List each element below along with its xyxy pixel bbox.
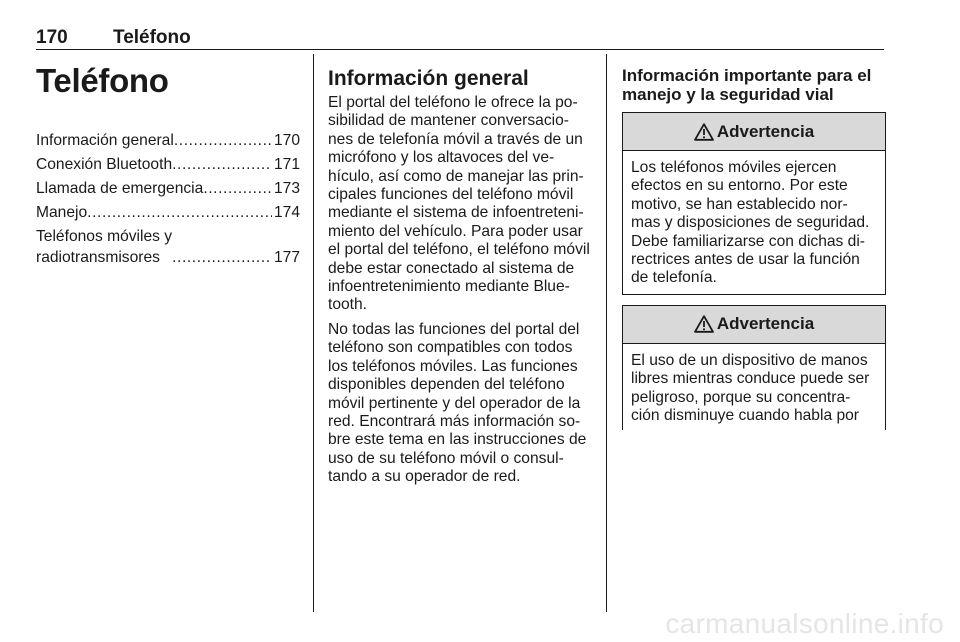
- paragraph: No todas las funciones del portal del teléfono son compatibles con todos los teléfonos móviles. Las funciones disponibles dependen del teléfono móvil pertinente y del operador de la red. Encontrará más información so- bre este tema en las instrucciones de uso de su teléfono móvil o consul- tando a su operador de red.: [328, 320, 587, 486]
- page-number: 170: [36, 27, 68, 48]
- header-title: Teléfono: [113, 27, 191, 48]
- toc-entry[interactable]: [36, 154, 300, 175]
- toc-leader-dots: [203, 178, 272, 199]
- warning-text: El uso de un dispositivo de manos libres mientras conduce puede ser peligroso, porque su concentra- ción disminuye cuando habla por: [631, 351, 870, 425]
- toc-entry-page: 174: [273, 204, 300, 221]
- toc-entry-label: Información general: [36, 132, 174, 149]
- warning-text: Los teléfonos móviles ejercen efectos en su entorno. Por este motivo, se han establecido nor- mas y disposiciones de seguridad. Debe familiarizarse con dichas di- rectrices antes de usar la función de telefonía.: [631, 159, 870, 287]
- toc-leader-dots: [172, 247, 272, 268]
- toc-leader-dots: [174, 130, 272, 151]
- watermark: carmanualsonline.info: [665, 608, 944, 639]
- warning-header: [623, 113, 885, 151]
- warning-box: [622, 112, 886, 295]
- toc-entry[interactable]: [36, 202, 300, 223]
- chapter-toc: [36, 62, 300, 271]
- toc-entry-page: 170: [273, 132, 300, 149]
- chapter-title: Teléfono: [36, 62, 169, 99]
- toc-entry-page: 171: [273, 156, 300, 173]
- warning-heading: Advertencia: [716, 121, 815, 141]
- toc-entry-label: Llamada de emergencia: [36, 180, 204, 197]
- toc-entry-label: Teléfonos móviles y radiotransmisores: [36, 228, 173, 266]
- warning-triangle-icon: [694, 123, 714, 141]
- subsection-title: Información importante para el manejo y la seguridad vial: [622, 66, 872, 104]
- toc-entry[interactable]: [36, 178, 300, 199]
- toc-entry-page: 173: [273, 180, 300, 197]
- section-title: Información general: [328, 67, 529, 90]
- warning-header: [623, 306, 885, 344]
- header-rule: [36, 49, 884, 50]
- column-divider-2: [606, 54, 607, 612]
- warning-heading: Advertencia: [716, 314, 815, 334]
- column-divider-1: [313, 54, 314, 612]
- safety-section: [622, 66, 886, 440]
- toc-leader-dots: [87, 202, 272, 223]
- toc-entry-page: 177: [273, 249, 300, 266]
- general-info-section: [328, 66, 592, 493]
- warning-box: [622, 305, 886, 430]
- toc-entry[interactable]: [36, 226, 300, 268]
- warning-triangle-icon: [694, 315, 714, 333]
- toc-entry[interactable]: [36, 130, 300, 151]
- toc-leader-dots: [172, 154, 272, 175]
- paragraph: El portal del teléfono le ofrece la po- sibilidad de mantener conversacio- nes de telefonía móvil a través de un micrófono y los altavoces del ve- hículo, así como de manejar las prin- cipales funciones del teléfono móvil mediante el sistema de infoentreteni- miento del vehículo. Para poder usar el portal del teléfono, el teléfono móvil debe estar conectado al sistema de infoentretenimiento mediante Blue- tooth.: [328, 94, 590, 314]
- toc-entry-label: Manejo: [36, 204, 88, 221]
- toc-entry-label: Conexión Bluetooth: [36, 156, 173, 173]
